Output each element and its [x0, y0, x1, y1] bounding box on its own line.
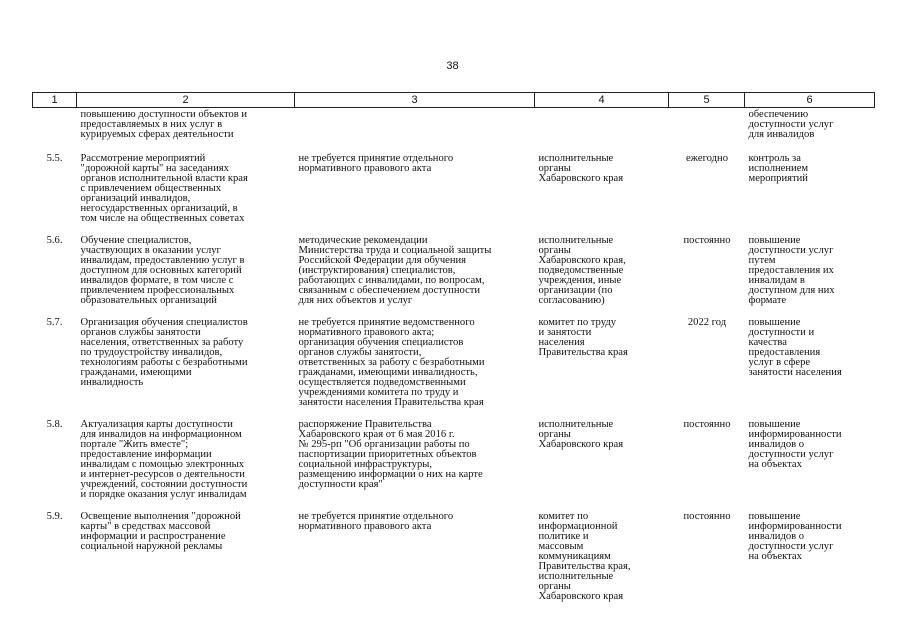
executor-cell: исполнительные органы Хабаровского края: [538, 153, 624, 184]
legal-act-cell: [295, 108, 535, 155]
table-row: [33, 420, 875, 512]
result-cell: повышение доступности и качества предоставления услуг в сфере занятости населения: [748, 317, 842, 378]
column-header-1: 1: [33, 93, 77, 108]
term-cell: постоянно: [683, 511, 731, 522]
term-cell: 2022 год: [687, 317, 727, 328]
measure-cell: Актуализация карты доступности для инвалидов на информационном портале "Жить вместе"; предоставление информации инвалидам с помощью электронных и интернет-ресурсов о деятельности учреждений, состоянии доступности и порядке оказания услуг инвалидам: [80, 419, 248, 500]
roadmap-table: [32, 92, 875, 614]
executor-cell: [535, 108, 669, 155]
term-cell: [669, 108, 745, 155]
executor-cell: исполнительные органы Хабаровского края: [538, 419, 624, 450]
result-cell: повышение информированности инвалидов о доступности услуг на объектах: [748, 511, 842, 562]
row-number: 5.8.: [46, 419, 63, 430]
term-cell: ежегодно: [685, 153, 728, 164]
row-number: 5.9.: [46, 511, 63, 522]
legal-act-cell: не требуется принятие отдельного нормативного правового акта: [298, 153, 454, 174]
measure-cell: Обучение специалистов, участвующих в оказании услуг инвалидам, предоставлению услуг в доступном для основных категорий инвалидов формате, в том числе с привлечением профессиональных образовательных организаций: [80, 235, 245, 306]
row-number: [33, 108, 77, 155]
term-cell: постоянно: [683, 419, 731, 430]
measure-cell: Организация обучения специалистов органов службы занятости населения, ответственных за работу по трудоустройству инвалидов, технологиям работы с безработными гражданами, имеющими инвалидность: [80, 317, 248, 388]
row-number: 5.5.: [46, 153, 63, 164]
term-cell: постоянно: [683, 235, 731, 246]
result-cell: повышение информированности инвалидов о доступности услуг на объектах: [748, 419, 842, 470]
column-header-3: 3: [295, 93, 535, 108]
legal-act-cell: не требуется принятие отдельного нормативного правового акта: [298, 511, 454, 532]
executor-cell: комитет по информационной политике и массовым коммуникациям Правительства края, исполнительные органы Хабаровского края: [538, 511, 631, 602]
result-cell: обеспечению доступности услуг для инвалидов: [748, 109, 834, 140]
column-header-4: 4: [535, 93, 669, 108]
legal-act-cell: не требуется принятие ведомственного нормативного правового акта; организация обучения специалистов органов службы занятости, ответственных за работу с безработными гражданами, имеющими инвалидность, осуществляется подведомственными учреждениями комитета по труду и занятости населения Правительства края: [298, 317, 485, 408]
result-cell: повышение доступности услуг путем предоставления их инвалидам в доступном для них формате: [748, 235, 835, 306]
measure-cell: повышению доступности объектов и предоставляемых в них услуг в курируемых сферах деятельности: [80, 109, 248, 140]
column-number-header-row: [33, 93, 875, 108]
measure-cell: Рассмотрение мероприятий "дорожной карты" на заседаниях органов исполнительной власти края с привлечением общественных организаций инвалидов, негосударственных организаций, в том числе на общественных советах: [80, 153, 248, 224]
executor-cell: комитет по труду и занятости населения Правительства края: [538, 317, 628, 358]
page-number: 38: [446, 60, 459, 72]
executor-cell: исполнительные органы Хабаровского края, подведомственные учреждения, иные организации (по согласованию): [538, 235, 626, 306]
legal-act-cell: методические рекомендации Министерства труда и социальной защиты Российской Федерации для обучения (инструктирования) специалистов, работающих с инвалидами, по вопросам, связанным с обеспечением доступности для них объектов и услуг: [298, 235, 492, 306]
result-cell: контроль за исполнением мероприятий: [748, 153, 809, 184]
table-row: [33, 236, 875, 318]
legal-act-cell: распоряжение Правительства Хабаровского края от 6 мая 2016 г. № 295-рп "Об организации работы по паспортизации приоритетных объектов социальной инфраструктуры, размещению информации о них на карте доступности края": [298, 419, 483, 490]
table-row: [33, 318, 875, 420]
row-number: 5.6.: [46, 235, 63, 246]
table-row: [33, 512, 875, 614]
column-header-6: 6: [745, 93, 875, 108]
column-header-5: 5: [669, 93, 745, 108]
row-number: 5.7.: [46, 317, 63, 328]
table-row: [33, 154, 875, 236]
column-header-2: 2: [77, 93, 295, 108]
measure-cell: Освещение выполнения "дорожной карты" в средствах массовой информации и распространение социальной наружной рекламы: [80, 511, 241, 552]
table-row: [33, 108, 875, 155]
